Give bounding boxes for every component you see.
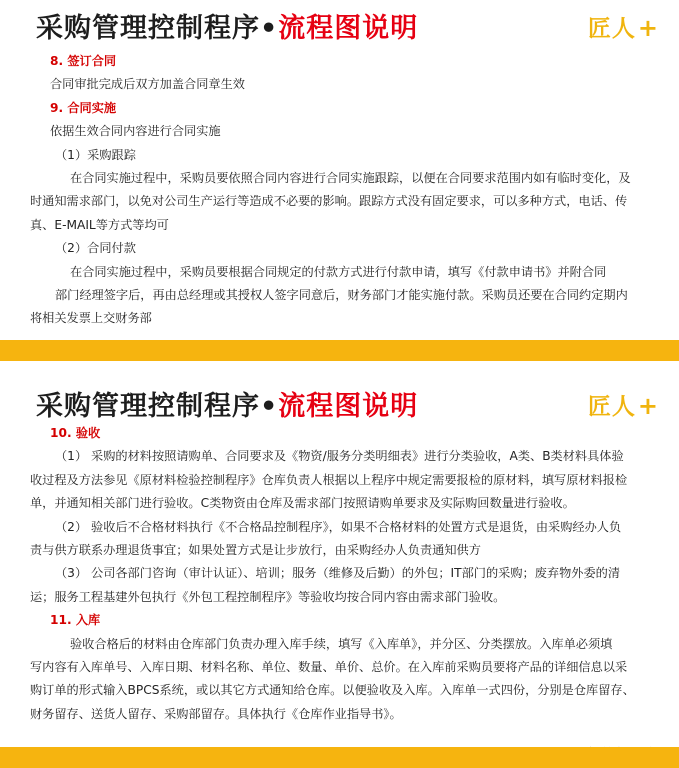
slide-1-yellow-band [0,340,679,361]
slide-1-title [36,6,418,45]
title-black-part: 采购管理控制程序 [36,391,260,422]
section-9-heading: 9. 合同实施 [50,100,117,115]
title-red-part: 流程图说明 [278,391,419,422]
brand-logo [588,10,659,43]
section-11-heading: 11. 入库 [50,613,101,628]
slide-2-title [36,384,418,423]
brand-logo [588,388,659,421]
para-3-line-1: （3） 公司各部门咨询（审计认证）、培训；服务（维修及后勤）的外包；IT部门的采购；废弃物外委的清 [55,566,621,581]
slide-2 [0,378,679,768]
logo-text: 匠人 [587,394,636,420]
subsection-2-line-2: 部门经理签字后，再由总经理或其授权人签字同意后，财务部门才能实施付款。采购员还要在合同约定期内 [55,288,628,303]
subsection-1-line-1: 在合同实施过程中，采购员要依照合同内容进行合同实施跟踪，以便在合同要求范围内如有临时变化，及 [70,171,631,186]
logo-plus: + [637,14,659,42]
slide-2-body [30,422,655,726]
subsection-2-heading: （2）合同付款 [55,241,136,256]
slide-2-yellow-band [0,747,679,768]
section-8-text: 合同审批完成后双方加盖合同章生效 [50,77,245,92]
para-3-line-2: 运；服务工程基建外包执行《外包工程控制程序》等验收均按合同内容由需求部门验收。 [30,589,506,604]
subsection-1-heading: （1）采购跟踪 [55,147,136,162]
para-1-line-1: （1） 采购的材料按照请购单、合同要求及《物资/服务分类明细表》进行分类验收，A类、B类材料具体验 [55,449,624,464]
section-10-heading: 10. 验收 [50,426,101,440]
subsection-1-line-3: 真、E-MAIL等方式等均可 [30,217,169,232]
para-4-line-4: 财务留存、送货人留存、采购部留存。具体执行《仓库作业指导书》。 [30,706,402,721]
title-dot: • [260,391,279,422]
para-4-line-3: 购订单的形式输入BPCS系统，或以其它方式通知给仓库。以便验收及入库。入库单一式四份，分别是仓库留存、 [30,683,635,698]
slide-1-body [30,50,655,331]
para-1-line-3: 单，并通知相关部门进行验收。C类物资由仓库及需求部门按照请购单要求及实际购回数量进行验收。 [30,496,575,511]
slide-1 [0,0,679,361]
title-red-part: 流程图说明 [278,13,419,44]
subsection-2-line-1: 在合同实施过程中，采购员要根据合同规定的付款方式进行付款申请，填写《付款申请书》并附合同 [70,264,607,279]
para-2-line-1: （2） 验收后不合格材料执行《不合格品控制程序》，如果不合格材料的处置方式是退货，由采购经办人负 [55,519,622,534]
subsection-2-line-3: 将相关发票上交财务部 [30,311,152,326]
para-2-line-2: 责与供方联系办理退货事宜；如果处置方式是让步放行，由采购经办人负责通知供方 [30,543,481,558]
section-8-heading: 8. 签订合同 [50,54,117,68]
para-4-line-2: 写内容有入库单号、入库日期、材料名称、单位、数量、单价、总价。在入库前采购员要将产品的详细信息以采 [30,660,628,675]
section-9-text: 依据生效合同内容进行合同实施 [50,124,221,139]
logo-plus: + [637,392,659,420]
subsection-1-line-2: 时通知需求部门，以免对公司生产运行等造成不必要的影响。跟踪方式没有固定要求，可以多种方式，电话、传 [30,194,628,209]
title-black-part: 采购管理控制程序 [36,13,260,44]
slide-gap [0,361,679,378]
logo-text: 匠人 [587,16,636,42]
title-dot: • [260,13,279,44]
para-4-line-1: 验收合格后的材料由仓库部门负责办理入库手续，填写《入库单》，并分区、分类摆放。入库单必须填 [70,636,613,651]
para-1-line-2: 收过程及方法参见《原材料检验控制程序》仓库负责人根据以上程序中规定需要报检的原材料，填写原材料报检 [30,472,628,487]
